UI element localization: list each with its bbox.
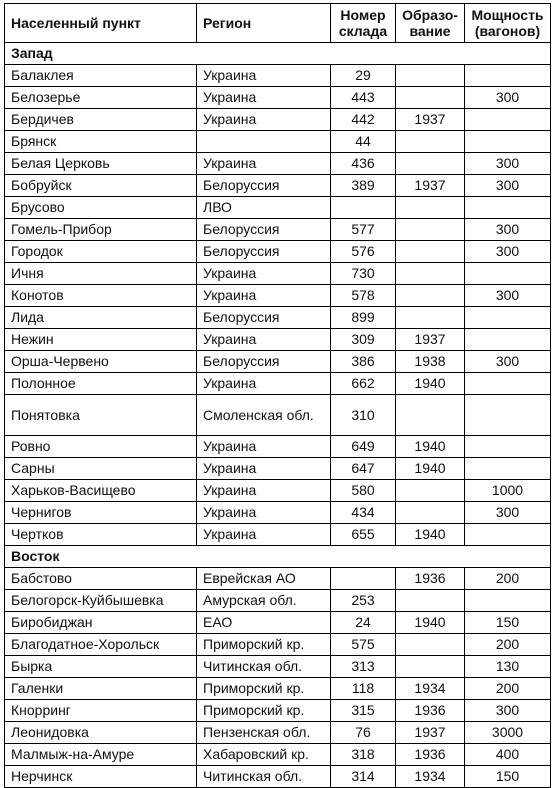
cell-founded (396, 197, 465, 219)
cell-capacity (465, 590, 551, 612)
cell-settlement: Харьков-Васищево (5, 480, 197, 502)
table-row (5, 197, 551, 219)
table-row (5, 87, 551, 109)
cell-settlement: Белозерье (5, 87, 197, 109)
cell-founded (396, 263, 465, 285)
cell-depot-number: 443 (331, 87, 396, 109)
cell-settlement: Леонидовка (5, 722, 197, 744)
cell-depot-number: 44 (331, 131, 396, 153)
col-header-capacity-line1: Мощность (471, 7, 544, 23)
cell-region: Украина (197, 329, 331, 351)
cell-capacity: 300 (465, 175, 551, 197)
cell-settlement: Бобруйск (5, 175, 197, 197)
table-row (5, 590, 551, 612)
table-row (5, 612, 551, 634)
cell-capacity (465, 395, 551, 436)
cell-settlement: Чернигов (5, 502, 197, 524)
cell-settlement: Гомель-Прибор (5, 219, 197, 241)
cell-region: Приморский кр. (197, 700, 331, 722)
cell-settlement: Брусово (5, 197, 197, 219)
cell-settlement: Конотов (5, 285, 197, 307)
cell-capacity (465, 436, 551, 458)
group-row (5, 43, 551, 65)
table-row (5, 722, 551, 744)
table-row (5, 766, 551, 788)
cell-settlement: Нерчинск (5, 766, 197, 788)
table-row (5, 656, 551, 678)
cell-founded: 1940 (396, 612, 465, 634)
cell-depot-number: 434 (331, 502, 396, 524)
cell-settlement: Лида (5, 307, 197, 329)
cell-region: Украина (197, 373, 331, 395)
cell-capacity (465, 524, 551, 546)
cell-depot-number: 24 (331, 612, 396, 634)
cell-region: Украина (197, 524, 331, 546)
col-header-depot-number (331, 4, 396, 43)
table-row (5, 502, 551, 524)
cell-depot-number: 313 (331, 656, 396, 678)
cell-settlement: Нежин (5, 329, 197, 351)
table-body (5, 43, 551, 788)
col-header-capacity (465, 4, 551, 43)
cell-depot-number: 76 (331, 722, 396, 744)
cell-settlement: Малмыж-на-Амуре (5, 744, 197, 766)
cell-depot-number: 253 (331, 590, 396, 612)
cell-depot-number: 314 (331, 766, 396, 788)
cell-settlement: Бердичев (5, 109, 197, 131)
table-row (5, 700, 551, 722)
table-row (5, 241, 551, 263)
cell-depot-number: 389 (331, 175, 396, 197)
cell-capacity (465, 65, 551, 87)
cell-founded: 1934 (396, 678, 465, 700)
cell-capacity (465, 109, 551, 131)
cell-region: Белоруссия (197, 219, 331, 241)
group-title: Запад (5, 43, 551, 65)
cell-region: Амурская обл. (197, 590, 331, 612)
cell-depot-number: 730 (331, 263, 396, 285)
cell-capacity: 300 (465, 502, 551, 524)
cell-depot-number: 386 (331, 351, 396, 373)
cell-founded (396, 502, 465, 524)
cell-capacity: 400 (465, 744, 551, 766)
cell-capacity: 300 (465, 87, 551, 109)
col-header-founded (396, 4, 465, 43)
cell-depot-number: 310 (331, 395, 396, 436)
cell-founded: 1937 (396, 722, 465, 744)
cell-region: Смоленская обл. (197, 395, 331, 436)
table-row (5, 436, 551, 458)
cell-capacity: 200 (465, 678, 551, 700)
cell-capacity: 1000 (465, 480, 551, 502)
cell-region: Пензенская обл. (197, 722, 331, 744)
cell-settlement: Бабстово (5, 568, 197, 590)
table-row (5, 744, 551, 766)
cell-founded (396, 285, 465, 307)
cell-capacity: 300 (465, 241, 551, 263)
cell-capacity: 300 (465, 285, 551, 307)
table-row (5, 109, 551, 131)
cell-depot-number: 580 (331, 480, 396, 502)
cell-founded (396, 219, 465, 241)
cell-settlement: Галенки (5, 678, 197, 700)
table-row (5, 131, 551, 153)
cell-settlement: Понятовка (5, 395, 197, 436)
cell-region: Украина (197, 263, 331, 285)
cell-region: Украина (197, 458, 331, 480)
depots-table (4, 3, 551, 788)
cell-region: Белоруссия (197, 241, 331, 263)
cell-capacity (465, 197, 551, 219)
cell-region: Украина (197, 502, 331, 524)
cell-region: Украина (197, 436, 331, 458)
cell-founded (396, 131, 465, 153)
cell-founded (396, 87, 465, 109)
cell-region: Приморский кр. (197, 634, 331, 656)
cell-depot-number: 577 (331, 219, 396, 241)
cell-capacity: 300 (465, 700, 551, 722)
cell-depot-number: 576 (331, 241, 396, 263)
cell-founded (396, 480, 465, 502)
cell-depot-number: 899 (331, 307, 396, 329)
cell-capacity (465, 307, 551, 329)
table-row (5, 678, 551, 700)
table-row (5, 351, 551, 373)
cell-settlement: Орша-Червено (5, 351, 197, 373)
cell-region: Украина (197, 285, 331, 307)
cell-settlement: Полонное (5, 373, 197, 395)
group-title: Восток (5, 546, 551, 568)
cell-capacity: 300 (465, 351, 551, 373)
cell-depot-number: 647 (331, 458, 396, 480)
cell-founded: 1937 (396, 109, 465, 131)
cell-region: Читинская обл. (197, 656, 331, 678)
table-row (5, 395, 551, 436)
table-row (5, 458, 551, 480)
col-header-founded-line1: Образо- (402, 7, 458, 23)
cell-depot-number (331, 568, 396, 590)
cell-founded: 1940 (396, 373, 465, 395)
cell-depot-number: 309 (331, 329, 396, 351)
cell-region: Белоруссия (197, 351, 331, 373)
cell-region: Еврейская АО (197, 568, 331, 590)
col-header-settlement: Населенный пункт (5, 4, 197, 43)
cell-founded: 1940 (396, 458, 465, 480)
cell-settlement: Балаклея (5, 65, 197, 87)
cell-settlement: Ичня (5, 263, 197, 285)
cell-founded (396, 590, 465, 612)
cell-founded: 1934 (396, 766, 465, 788)
col-header-founded-line2: вание (409, 23, 451, 39)
cell-settlement: Сарны (5, 458, 197, 480)
cell-settlement: Бырка (5, 656, 197, 678)
col-header-region: Регион (197, 4, 331, 43)
cell-capacity (465, 263, 551, 285)
cell-capacity: 150 (465, 766, 551, 788)
cell-region: Читинская обл. (197, 766, 331, 788)
cell-region (197, 131, 331, 153)
table-row (5, 219, 551, 241)
cell-capacity (465, 458, 551, 480)
cell-region: Украина (197, 480, 331, 502)
cell-capacity: 130 (465, 656, 551, 678)
cell-founded (396, 153, 465, 175)
cell-founded: 1936 (396, 568, 465, 590)
cell-capacity (465, 131, 551, 153)
cell-depot-number: 578 (331, 285, 396, 307)
cell-depot-number: 29 (331, 65, 396, 87)
group-row (5, 546, 551, 568)
cell-depot-number: 436 (331, 153, 396, 175)
cell-settlement: Ровно (5, 436, 197, 458)
cell-region: Украина (197, 153, 331, 175)
cell-founded: 1936 (396, 700, 465, 722)
cell-settlement: Чертков (5, 524, 197, 546)
table-row (5, 307, 551, 329)
cell-depot-number: 575 (331, 634, 396, 656)
cell-settlement: Белая Церковь (5, 153, 197, 175)
cell-depot-number: 318 (331, 744, 396, 766)
cell-settlement: Брянск (5, 131, 197, 153)
cell-depot-number: 315 (331, 700, 396, 722)
cell-settlement: Биробиджан (5, 612, 197, 634)
table-row (5, 329, 551, 351)
cell-capacity: 3000 (465, 722, 551, 744)
cell-settlement: Белогорск-Куйбышевка (5, 590, 197, 612)
col-header-depot-line1: Номер (340, 7, 386, 23)
table-row (5, 65, 551, 87)
cell-founded: 1940 (396, 436, 465, 458)
cell-region: Хабаровский кр. (197, 744, 331, 766)
table-row (5, 153, 551, 175)
header-row (5, 4, 551, 43)
cell-founded (396, 307, 465, 329)
cell-capacity: 300 (465, 219, 551, 241)
cell-region: ЛВО (197, 197, 331, 219)
cell-capacity: 200 (465, 634, 551, 656)
cell-founded: 1937 (396, 175, 465, 197)
cell-settlement: Кнорринг (5, 700, 197, 722)
cell-region: Белоруссия (197, 175, 331, 197)
table-row (5, 524, 551, 546)
cell-founded (396, 65, 465, 87)
cell-region: ЕАО (197, 612, 331, 634)
cell-founded (396, 656, 465, 678)
cell-capacity (465, 329, 551, 351)
cell-capacity: 150 (465, 612, 551, 634)
cell-founded: 1940 (396, 524, 465, 546)
cell-depot-number (331, 197, 396, 219)
cell-founded: 1936 (396, 744, 465, 766)
table-row (5, 568, 551, 590)
cell-depot-number: 655 (331, 524, 396, 546)
table-row (5, 175, 551, 197)
cell-capacity (465, 373, 551, 395)
cell-depot-number: 118 (331, 678, 396, 700)
table-row (5, 373, 551, 395)
cell-region: Белоруссия (197, 307, 331, 329)
cell-region: Приморский кр. (197, 678, 331, 700)
table-row (5, 263, 551, 285)
col-header-depot-line2: склада (338, 23, 388, 39)
cell-depot-number: 442 (331, 109, 396, 131)
cell-founded: 1937 (396, 329, 465, 351)
table-row (5, 285, 551, 307)
cell-capacity: 200 (465, 568, 551, 590)
cell-depot-number: 649 (331, 436, 396, 458)
cell-region: Украина (197, 109, 331, 131)
cell-founded (396, 395, 465, 436)
col-header-capacity-line2: (вагонов) (474, 23, 541, 39)
cell-capacity: 300 (465, 153, 551, 175)
table-row (5, 480, 551, 502)
cell-region: Украина (197, 65, 331, 87)
cell-founded (396, 634, 465, 656)
cell-founded (396, 241, 465, 263)
cell-founded: 1938 (396, 351, 465, 373)
cell-depot-number: 662 (331, 373, 396, 395)
table-row (5, 634, 551, 656)
cell-region: Украина (197, 87, 331, 109)
cell-settlement: Городок (5, 241, 197, 263)
cell-settlement: Благодатное-Хорольск (5, 634, 197, 656)
